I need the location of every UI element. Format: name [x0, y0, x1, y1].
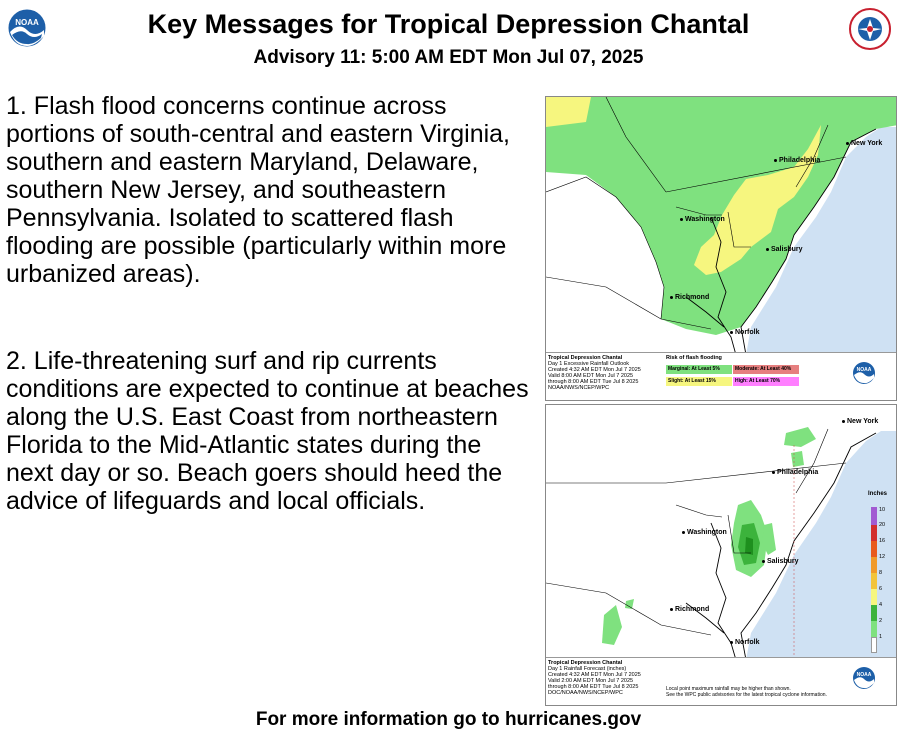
- city-label: Washington: [680, 216, 725, 223]
- legend-level: 4: [879, 602, 883, 608]
- legend-swatch: [871, 621, 877, 637]
- advisory-subtitle: Advisory 11: 5:00 AM EDT Mon Jul 07, 2025: [253, 47, 644, 68]
- legend-swatch: [871, 557, 877, 573]
- legend-level: 10: [879, 507, 886, 513]
- legend-swatch: [871, 541, 877, 557]
- noaa-small-logo-icon: [852, 361, 876, 385]
- rainfall-legend: [868, 491, 894, 640]
- caption-line: Valid 8:00 AM EDT Mon Jul 7 2025: [548, 373, 634, 379]
- key-message-1: 1. Flash flood concerns continue across portions of south-central and eastern Virginia, southern and eastern Maryland, Delaware, southern New Jersey, and southeastern Pennsylvania. Isolated to scattered flash flooding are possible (particularly within more urbanized areas).: [6, 92, 511, 288]
- caption-line: through 8:00 AM EDT Tue Jul 8 2025: [548, 379, 639, 385]
- city-label: Salisbury: [762, 558, 799, 565]
- risk-legend: [666, 355, 806, 384]
- caption-line: Tropical Depression Chantal: [548, 355, 623, 361]
- city-label: Salisbury: [766, 246, 803, 253]
- svg-text:NOAA: NOAA: [856, 672, 872, 678]
- risk-slight: Slight: At Least 15%: [666, 377, 732, 386]
- legend-swatch: [871, 605, 877, 621]
- risk-marginal: Marginal: At Least 5%: [666, 365, 732, 374]
- caption-line: NOAA/NWS/NCEP/WPC: [548, 385, 610, 391]
- note-line: See the WPC public advisories for the latest tropical cyclone information.: [666, 692, 827, 698]
- legend-level: 20: [879, 522, 886, 528]
- page-title: Key Messages for Tropical Depression Chantal: [147, 9, 750, 39]
- legend-swatch: [871, 637, 877, 653]
- rainfall-note: [666, 686, 827, 698]
- city-label: Philadelphia: [772, 469, 818, 476]
- legend-level: 1: [879, 634, 883, 640]
- city-label: New York: [842, 418, 878, 425]
- caption-line: Day 1 Excessive Rainfall Outlook: [548, 361, 630, 367]
- footer-link-text: For more information go to hurricanes.gov: [255, 709, 642, 730]
- legend-level: 12: [879, 554, 886, 560]
- city-label: Philadelphia: [774, 157, 820, 164]
- caption-line: Created 4:32 AM EDT Mon Jul 7 2025: [548, 367, 641, 373]
- legend-swatch: [871, 507, 877, 525]
- legend-level: 16: [879, 538, 886, 544]
- outlook-caption: [546, 352, 896, 400]
- legend-title: Inches: [868, 491, 888, 497]
- risk-high: High: At Least 70%: [733, 377, 799, 386]
- city-label: New York: [846, 140, 882, 147]
- caption-line: Created 4:32 AM EDT Mon Jul 7 2025: [548, 672, 641, 678]
- city-label: Richmond: [670, 294, 709, 301]
- city-label: Washington: [682, 529, 727, 536]
- city-label: Norfolk: [730, 329, 760, 336]
- note-line: Local point maximum rainfall may be higher than shown.: [666, 686, 791, 692]
- svg-text:NOAA: NOAA: [856, 367, 872, 373]
- legend-swatch: [871, 525, 877, 541]
- risk-moderate: Moderate: At Least 40%: [733, 365, 799, 374]
- city-label: Richmond: [670, 606, 709, 613]
- legend-swatch: [871, 589, 877, 605]
- city-label: Norfolk: [730, 639, 760, 646]
- caption-line: Day 1 Rainfall Forecast (inches): [548, 666, 627, 672]
- caption-line: through 8:00 AM EDT Tue Jul 8 2025: [548, 684, 639, 690]
- excessive-rainfall-outlook-map: [545, 96, 897, 401]
- noaa-small-logo-icon: [852, 666, 876, 690]
- caption-line: DOC/NOAA/NWS/NCEP/WPC: [548, 690, 623, 696]
- caption-line: Tropical Depression Chantal: [548, 660, 623, 666]
- nws-logo-icon: [849, 8, 891, 50]
- svg-text:NOAA: NOAA: [15, 18, 39, 27]
- legend-level: 8: [879, 570, 883, 576]
- rainfall-forecast-map: [545, 404, 897, 706]
- legend-level: 6: [879, 586, 883, 592]
- legend-level: 2: [879, 618, 883, 624]
- legend-swatch: [871, 573, 877, 589]
- caption-line: Valid 2:00 AM EDT Mon Jul 7 2025: [548, 678, 634, 684]
- risk-legend-title: Risk of flash flooding: [666, 355, 722, 361]
- rainfall-caption: [546, 657, 896, 705]
- key-message-2: 2. Life-threatening surf and rip currents conditions are expected to continue at beaches along the U.S. East Coast from northeastern Florida to the Mid-Atlantic states during the next day or so. Beach goers should heed the advice of lifeguards and local officials.: [6, 347, 529, 515]
